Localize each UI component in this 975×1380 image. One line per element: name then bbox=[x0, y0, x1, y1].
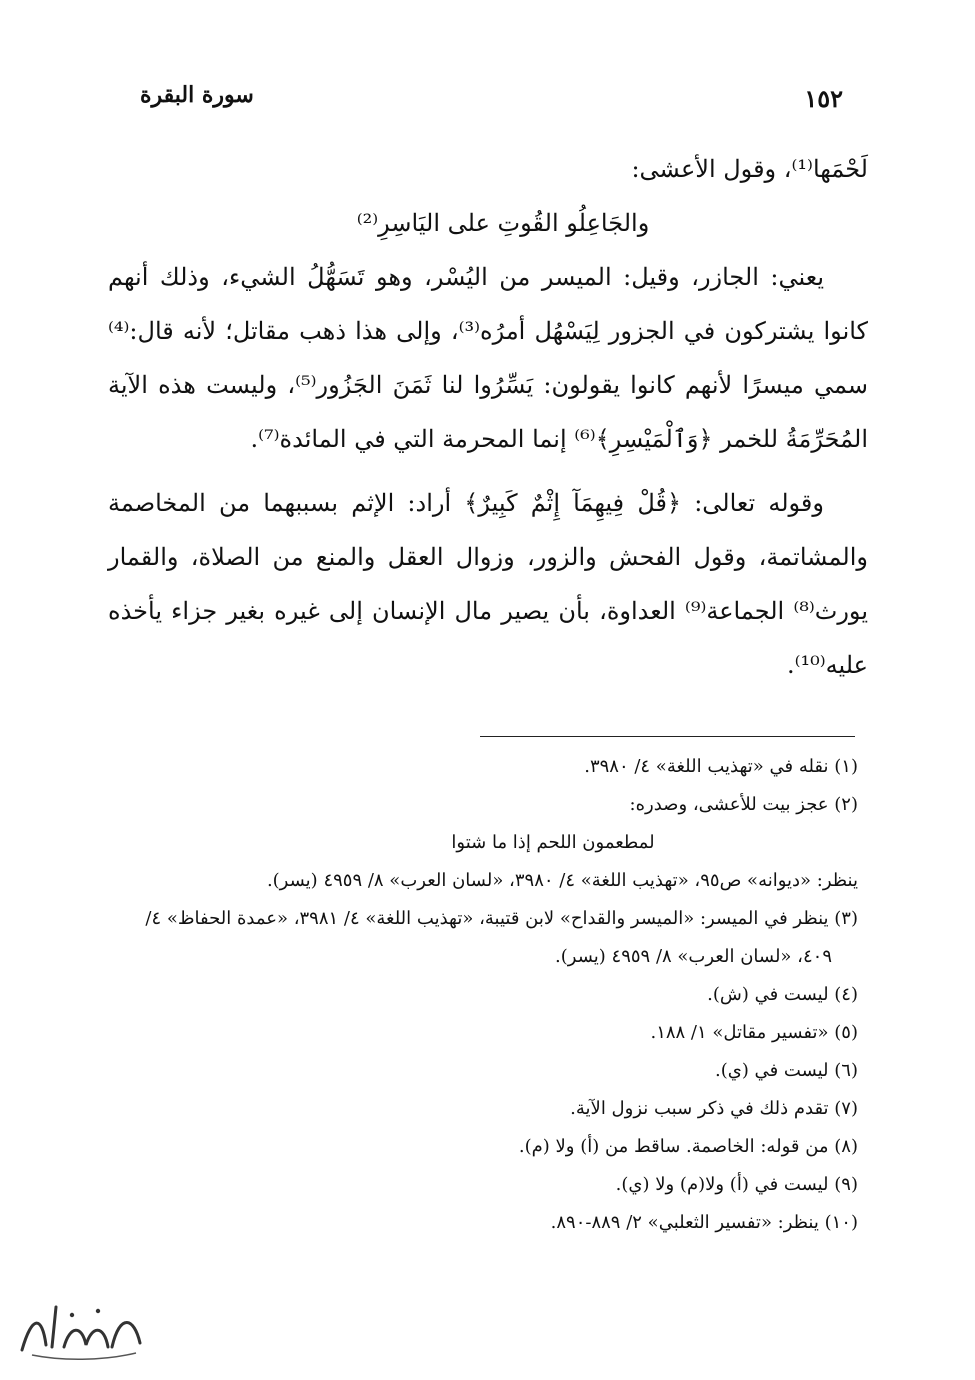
footnote: (٧) تقدم ذلك في ذكر سبب نزول الآية. bbox=[570, 1098, 858, 1119]
footnote-divider bbox=[480, 736, 855, 737]
poetry-verse: والجَاعِلُو القُوتِ على اليَاسِرِ⁽²⁾ bbox=[356, 209, 650, 237]
footnote: (١) نقله في «تهذيب اللغة» ٤/ ٣٩٨٠. bbox=[584, 756, 858, 777]
footnotes bbox=[108, 748, 858, 1242]
paragraph: يعني: الجازر، وقيل: الميسر من اليُسْر، وهو تَسَهُّلُ الشيء، وذلك أنهم كانوا يشتركون في الجزور لِيَسْهُل أمرُه⁽³⁾، وإلى هذا ذهب مقاتل؛ لأنه قال:⁽⁴⁾ سمي ميسرًا لأنهم كانوا يقولون: يَسِّرُوا لنا ثَمَنَ الجَزُور⁽⁵⁾، وليست هذه الآية المُحَرِّمَةُ للخمر ﴿وَٱلْمَيْسِرِ﴾⁽⁶⁾ إنما المحرمة التي في المائدة⁽⁷⁾. bbox=[108, 263, 868, 453]
footnote: (٩) ليست في (أ) ولا(م) ولا (ي). bbox=[615, 1174, 858, 1195]
footnote: (٢) عجز بيت للأعشى، وصدره: bbox=[629, 794, 858, 815]
footnote: (٨) من قوله: الخاصمة. ساقط من (أ) ولا (م). bbox=[518, 1136, 858, 1157]
calligraphy-logo-icon bbox=[12, 1295, 152, 1365]
main-text bbox=[108, 142, 868, 692]
footnote: (٣) ينظر في الميسر: «الميسر والقداح» لابن قتيبة، «تهذيب اللغة» ٤/ ٣٩٨١، «عمدة الحفاظ» ٤/ ٤٠٩، «لسان العرب» ٨/ ٤٩٥٩ (يسر). bbox=[145, 908, 858, 967]
footnote: (٦) ليست في (ي). bbox=[714, 1060, 858, 1081]
page-number: ١٥٢ bbox=[804, 84, 843, 113]
footnote-reference: ينظر: «ديوانه» ص٩٥، «تهذيب اللغة» ٤/ ٣٩٨٠، «لسان العرب» ٨/ ٤٩٥٩ (يسر). bbox=[266, 870, 858, 891]
footnote: (١٠) ينظر: «تفسير الثعلبي» ٢/ ٨٨٩-٨٩٠. bbox=[550, 1212, 858, 1233]
text-line: لَحْمَها⁽¹⁾، وقول الأعشى: bbox=[631, 155, 868, 183]
publisher-logo bbox=[12, 1295, 152, 1365]
footnote: (٥) «تفسير مقاتل» ١/ ١٨٨. bbox=[650, 1022, 858, 1043]
surah-title: سورة البقرة bbox=[140, 82, 254, 108]
footnote: (٤) ليست في (ش). bbox=[707, 984, 858, 1005]
footnote-verse: لمطعمون اللحم إذا ما شتوا bbox=[451, 832, 655, 853]
paragraph: وقوله تعالى: ﴿قُلْ فِيهِمَآ إِثْمٌ كَبِيرٌ﴾ أراد: الإثم بسببهما من المخاصمة والمشاتمة، وقول الفحش والزور، وزوال العقل والمنع من الصلاة، والقمار يورث⁽⁸⁾ الجماعة⁽⁹⁾ العداوة، بأن يصير مال الإنسان إلى غيره بغير جزاء يأخذه عليه⁽¹⁰⁾. bbox=[108, 489, 868, 679]
